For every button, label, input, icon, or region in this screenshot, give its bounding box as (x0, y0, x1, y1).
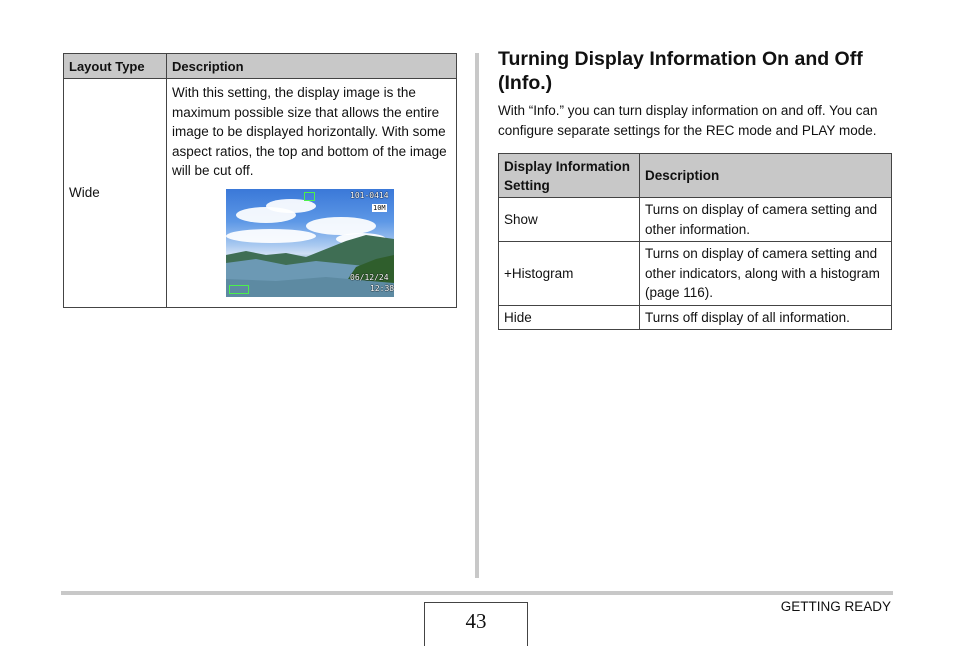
table-header-row (64, 54, 457, 79)
description-cell (167, 79, 457, 308)
file-number-readout: 101-0414 (350, 190, 389, 200)
image-size-indicator: 10M (373, 203, 386, 212)
column-header-display-information-setting: Display Information Setting (499, 154, 640, 198)
setting-cell: Hide (499, 306, 640, 330)
table-row (499, 198, 892, 242)
battery-icon (229, 285, 249, 294)
date-readout: 06/12/24 (350, 272, 389, 282)
layout-type-cell: Wide (64, 79, 167, 308)
description-cell: Turns on display of camera setting and other indicators, along with a histogram (page 116). (640, 242, 892, 306)
display-information-table (498, 153, 892, 330)
play-mode-icon (304, 192, 315, 201)
table-row (499, 242, 892, 306)
column-header-description: Description (640, 154, 892, 198)
layout-type-table (63, 53, 457, 308)
page-number: 43 (424, 602, 528, 646)
time-readout: 12:38 (370, 283, 394, 293)
table-row (64, 79, 457, 308)
section-intro-paragraph: With “Info.” you can turn display information on and off. You can configure separate settings for the REC mode and PLAY mode. (498, 103, 878, 138)
column-header-description: Description (167, 54, 457, 79)
table-row (499, 306, 892, 330)
column-divider (475, 53, 479, 578)
description-cell: Turns off display of all information. (640, 306, 892, 330)
camera-display-example-image (226, 189, 394, 297)
footer-rule (61, 591, 893, 595)
section-heading: Turning Display Information On and Off (Info.) (498, 48, 863, 94)
description-cell: Turns on display of camera setting and other information. (640, 198, 892, 242)
column-header-layout-type: Layout Type (64, 54, 167, 79)
description-text: With this setting, the display image is the maximum possible size that allows the entire image to be displayed horizontally. With some aspect ratios, the top and bottom of the image will be cut off. (172, 85, 447, 179)
setting-cell: Show (499, 198, 640, 242)
chapter-label: GETTING READY (780, 599, 891, 614)
table-header-row (499, 154, 892, 198)
setting-cell: +Histogram (499, 242, 640, 306)
